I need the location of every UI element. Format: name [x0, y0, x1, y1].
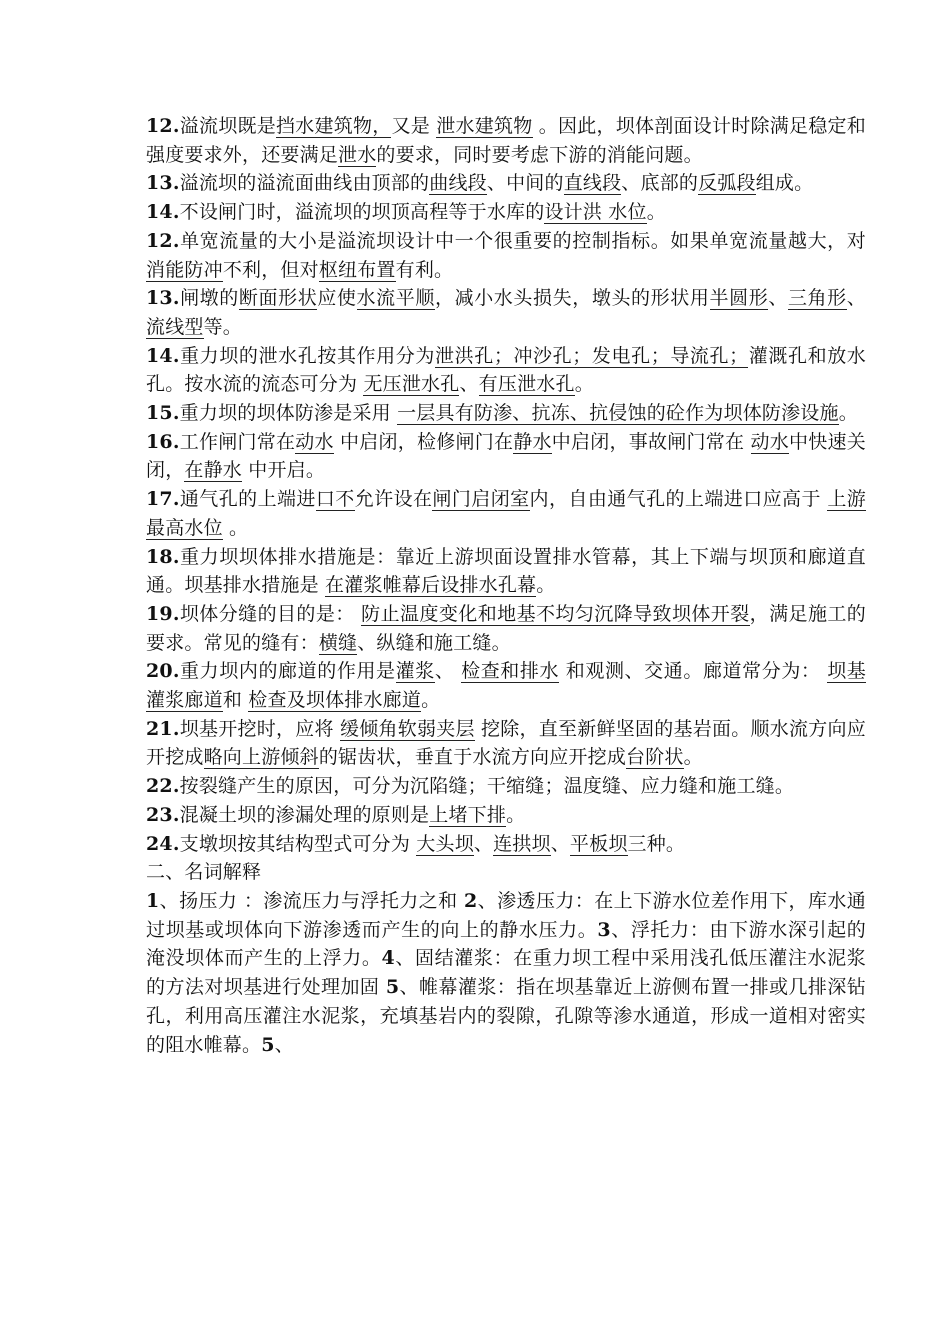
- text-run: 。: [838, 402, 858, 425]
- answer-blank: 检查及坝体排水廊道: [248, 689, 422, 712]
- answer-blank: 略向上游倾斜: [203, 746, 319, 769]
- text-run: 等。: [203, 315, 243, 338]
- text-run: 内，自由通气孔的上端进口应高于: [529, 488, 828, 511]
- answer-blank: 消能防冲: [146, 258, 223, 281]
- text-run: 又是: [391, 115, 437, 137]
- answer-blank: 防止温度变化和地基不均匀沉降导致坝体开裂: [361, 602, 750, 625]
- answer-blank: 上游最高水位: [146, 488, 866, 539]
- answer-blank: 在静水: [184, 459, 243, 482]
- answer-blank: 反弧段: [698, 172, 756, 195]
- answer-blank: 静水: [513, 430, 552, 453]
- item-number: 2: [464, 889, 478, 912]
- answer-blank: 断面形状: [238, 287, 318, 310]
- text-run: 坝体分缝的目的是：: [179, 602, 362, 625]
- text-run: 、中间的: [486, 172, 564, 195]
- text-run: 的锯齿状，垂直于水流方向应开挖成: [318, 746, 627, 769]
- text-run: 、: [846, 287, 866, 310]
- text-run: 坝基开挖时，应将: [179, 717, 340, 740]
- text-run: 溢流坝的溢流面曲线由顶部的: [179, 172, 430, 195]
- text-run: 、: [459, 373, 479, 396]
- item-number: 14.: [146, 344, 180, 367]
- text-run: 。: [683, 746, 703, 769]
- text-run: 支墩坝按其结构型式可分为: [179, 832, 417, 855]
- item-number: 15.: [146, 402, 180, 425]
- answer-blank: 台阶状: [626, 746, 684, 769]
- text-run: 单宽流量的大小是溢流坝设计中一个很重要的控制指标。如果单宽流量越大，对: [179, 229, 866, 252]
- answer-blank: 灌浆: [395, 660, 435, 683]
- answer-blank: 平板坝: [569, 832, 628, 855]
- text-run: 、帷幕灌浆：指在坝基靠近上游侧布置一排或几排深钻孔，利用高压灌注水泥浆，充填基岩内的裂隙，孔隙等渗水通道，形成一道相对密实的阻水帷幕。: [146, 976, 867, 1056]
- question-item: [146, 830, 866, 859]
- question-item: [146, 801, 866, 830]
- answer-blank: 动水: [295, 430, 334, 453]
- text-run: 灌溉孔和放水孔。按水流的流态可分为: [146, 344, 867, 396]
- text-run: 、: [434, 660, 462, 683]
- item-number: 5: [261, 1033, 275, 1056]
- question-item: [146, 227, 866, 284]
- text-run: 、浮托力：由下游水深引起的淹没坝体而产生的上浮力。: [146, 918, 866, 970]
- text-run: ，减小水头损失，墩头的形状用: [434, 287, 710, 310]
- text-run: 。: [421, 689, 441, 712]
- answer-blank: 在灌浆帷幕后设排水孔幕: [325, 574, 537, 597]
- answer-blank: 三角形: [787, 287, 847, 310]
- item-number: 23.: [146, 803, 180, 826]
- text-run: 溢流坝既是: [179, 115, 276, 137]
- answer-blank: 直线段: [563, 172, 622, 195]
- question-item: [146, 543, 866, 600]
- text-run: 允许设在: [354, 488, 433, 511]
- question-item: [146, 485, 866, 542]
- item-number: 13.: [146, 172, 180, 195]
- text-run: 。因此，坝体剖面设计时除满足稳定和强度要求外，还要满足: [146, 115, 866, 166]
- text-run: 组成。: [755, 172, 814, 195]
- answer-blank: 泄洪孔；冲沙孔；发电孔；导流孔；: [435, 344, 749, 367]
- text-run: 不设闸门时，溢流坝的坝顶高程等于水库的: [179, 201, 545, 224]
- item-number: 24.: [146, 832, 180, 855]
- text-run: 重力坝内的廊道的作用是: [179, 660, 396, 683]
- question-item: [146, 399, 866, 428]
- item-number: 22.: [146, 775, 180, 798]
- answer-blank: 一层具有防渗、抗冻、抗侵蚀的砼作为坝体防渗设施: [397, 402, 839, 425]
- text-run: 、: [473, 832, 494, 855]
- answer-blank: 泄水建筑物: [436, 115, 533, 137]
- text-run: 、扬压力 ：渗流压力与浮托力之和: [159, 889, 465, 912]
- document-body: [146, 112, 866, 1059]
- item-number: 5: [385, 976, 400, 999]
- answer-blank: 流线型: [146, 315, 204, 338]
- item-number: 3: [597, 918, 611, 941]
- item-number: 12.: [146, 229, 180, 252]
- text-run: 中启闭，事故闸门常在: [551, 430, 751, 453]
- answer-blank: 连拱坝: [493, 832, 551, 855]
- question-item: [146, 428, 866, 485]
- answer-blank: 坝基灌浆廊道: [146, 660, 866, 712]
- item-number: 16.: [146, 430, 180, 453]
- answer-blank: 动水: [750, 430, 790, 453]
- text-run: 三种。: [627, 832, 686, 855]
- answer-blank: 缓倾角软弱夹层: [340, 717, 475, 740]
- answer-blank: 大头坝: [416, 832, 474, 855]
- answer-blank: 闸门启闭室: [432, 488, 530, 511]
- text-run: 、底部的: [621, 172, 699, 195]
- text-run: 挖除，直至新鲜坚固的基岩面。顺水流方向应开挖成: [146, 717, 866, 769]
- answer-blank: 上堵下排: [429, 803, 507, 826]
- answer-blank: 横缝: [318, 631, 358, 654]
- item-number: 17.: [146, 488, 180, 511]
- text-run: 有利。: [395, 258, 454, 281]
- text-run: 、: [550, 832, 570, 855]
- text-run: 。: [646, 201, 666, 224]
- section-heading: 二、名词解释: [146, 861, 262, 884]
- answer-blank: 泄水: [338, 143, 377, 166]
- text-run: 、固结灌浆：在重力坝工程中采用浅孔低压灌注水泥浆的方法对坝基进行处理加固: [146, 947, 866, 999]
- answer-blank: 水流平顺: [356, 287, 435, 310]
- answer-blank: 设计洪 水位: [544, 201, 647, 224]
- item-number: 12.: [146, 115, 180, 137]
- question-item: [146, 600, 866, 657]
- question-item: [146, 112, 866, 169]
- item-number: 4: [381, 947, 395, 970]
- item-number: 20.: [146, 660, 180, 683]
- question-item: [146, 198, 866, 227]
- text-run: 。: [222, 516, 249, 539]
- answer-blank: 口不: [315, 488, 355, 511]
- text-run: 、: [768, 287, 788, 310]
- text-run: ，满足施工的要求。常见的缝有：: [146, 602, 866, 654]
- definitions-paragraph: [146, 887, 866, 1059]
- fill-in-answer-list: [146, 112, 866, 858]
- item-number: 1: [146, 889, 160, 912]
- text-run: 通气孔的上端进: [179, 488, 316, 511]
- answer-blank: 枢纽布置: [318, 258, 396, 281]
- text-run: 中开启。: [242, 459, 326, 482]
- question-item: [146, 342, 866, 399]
- text-run: 重力坝的泄水孔按其作用分为: [179, 344, 435, 367]
- text-run: 。: [536, 574, 556, 597]
- text-run: 工作闸门常在: [179, 430, 296, 453]
- text-run: 、: [274, 1033, 294, 1056]
- answer-blank: 半圆形: [709, 287, 769, 310]
- text-run: 中快速关闭，: [146, 430, 866, 482]
- text-run: 的要求，同时要考虑下游的消能问题。: [376, 143, 703, 166]
- question-item: [146, 284, 866, 341]
- text-run: 不利，但对: [222, 258, 319, 281]
- text-run: 重力坝的坝体防渗是采用: [179, 402, 398, 425]
- text-run: 。: [574, 373, 594, 396]
- text-run: 。: [506, 803, 526, 826]
- question-item: [146, 169, 866, 198]
- question-item: [146, 657, 866, 714]
- answer-blank: 挡水建筑物，: [275, 115, 392, 137]
- answer-blank: 检查和排水: [461, 660, 560, 683]
- text-run: 、纵缝和施工缝。: [357, 631, 511, 654]
- text-run: 应使: [317, 287, 357, 310]
- question-item: [146, 715, 866, 772]
- item-number: 14.: [146, 201, 180, 224]
- text-run: 、渗透压力：在上下游水位差作用下，库水通过坝基或坝体向下游渗透而产生的向上的静水压力。: [146, 889, 866, 941]
- text-run: 和: [222, 689, 249, 712]
- text-run: 和观测、交通。廊道常分为：: [559, 660, 828, 683]
- item-number: 19.: [146, 602, 180, 625]
- item-number: 21.: [146, 717, 180, 740]
- item-number: 13.: [146, 287, 180, 310]
- answer-blank: 曲线段: [429, 172, 487, 195]
- text-run: 重力坝坝体排水措施是：靠近上游坝面设置排水管幕，其上下端与坝顶和廊道直通。坝基排水措施是: [146, 545, 866, 597]
- answer-blank: 无压泄水孔: [363, 373, 460, 396]
- text-run: 按裂缝产生的原因，可分为沉陷缝；干缩缝；温度缝、应力缝和施工缝。: [179, 775, 795, 798]
- item-number: 18.: [146, 545, 180, 568]
- text-run: 混凝土坝的渗漏处理的原则是: [179, 803, 430, 826]
- text-run: 中启闭，检修闸门在: [333, 430, 514, 453]
- answer-blank: 有压泄水孔: [478, 373, 575, 396]
- text-run: 闸墩的: [179, 287, 239, 310]
- question-item: [146, 772, 866, 801]
